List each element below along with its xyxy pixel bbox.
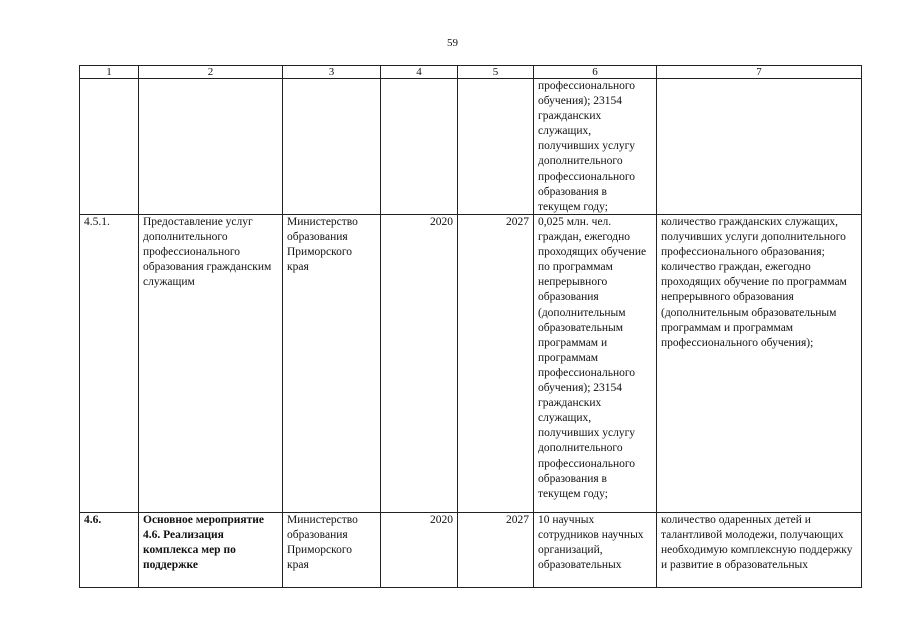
column-header: 6: [534, 66, 657, 79]
column-header: 4: [381, 66, 458, 79]
cell-executor: [283, 79, 381, 215]
cell-code: [80, 79, 139, 215]
cell-indicators: [534, 513, 657, 588]
page-number: 59: [447, 37, 458, 49]
cell-result: количество гражданских служащих, получивших услуги дополнительного профессионального образования; количество граждан, ежегодно проходящих обучение по программам непрерывного образования (дополнительным образовательным программам и программам профессионального обучения);: [657, 215, 862, 513]
cell-name: [139, 513, 283, 588]
cell-indicators-text: 10 научных сотрудников научных организаций, образовательных: [538, 514, 644, 572]
cell-end-year: 2027: [458, 513, 534, 588]
cell-start-year: 2020: [381, 215, 458, 513]
table-row: [80, 513, 862, 588]
cell-name-text: Основное мероприятие 4.6. Реализация комплекса мер по поддержке: [143, 514, 265, 572]
cell-indicators: [534, 79, 657, 215]
cell-start-year: 2020: [381, 513, 458, 588]
cell-start-year: [381, 79, 458, 215]
column-header: 7: [657, 66, 862, 79]
cell-name: Предоставление услуг дополнительного профессионального образования гражданским служащим: [139, 215, 283, 513]
column-header: 5: [458, 66, 534, 79]
cell-result: [657, 79, 862, 215]
cell-indicators-text: 0,025 млн. чел. граждан, ежегодно проходящих обучение по программам непрерывного образования (дополнительным образовательным программам и программам профессионального обучения); 23154 гражданских служащих, получивших услугу дополнительного профессионального образования в текущем году;: [538, 216, 647, 500]
cell-executor: Министерство образования Приморского края: [283, 513, 381, 588]
table-row: [80, 79, 862, 215]
column-header: 3: [283, 66, 381, 79]
program-table: [79, 65, 862, 588]
cell-executor: Министерство образования Приморского края: [283, 215, 381, 513]
cell-code: 4.6.: [80, 513, 139, 588]
cell-end-year: [458, 79, 534, 215]
cell-end-year: 2027: [458, 215, 534, 513]
column-header: 2: [139, 66, 283, 79]
column-header: 1: [80, 66, 139, 79]
table-row: [80, 215, 862, 513]
cell-result-text: количество одаренных детей и талантливой молодежи, получающих необходимую комплексную поддержку и развитие в образовательных: [661, 514, 853, 572]
table-header-row: [80, 66, 862, 79]
cell-indicators-text: профессионального обучения); 23154 гражданских служащих, получивших услугу дополнительного профессионального образования в текущем году;: [538, 80, 636, 213]
cell-result: [657, 513, 862, 588]
cell-name: [139, 79, 283, 215]
cell-indicators: [534, 215, 657, 513]
cell-code: 4.5.1.: [80, 215, 139, 513]
